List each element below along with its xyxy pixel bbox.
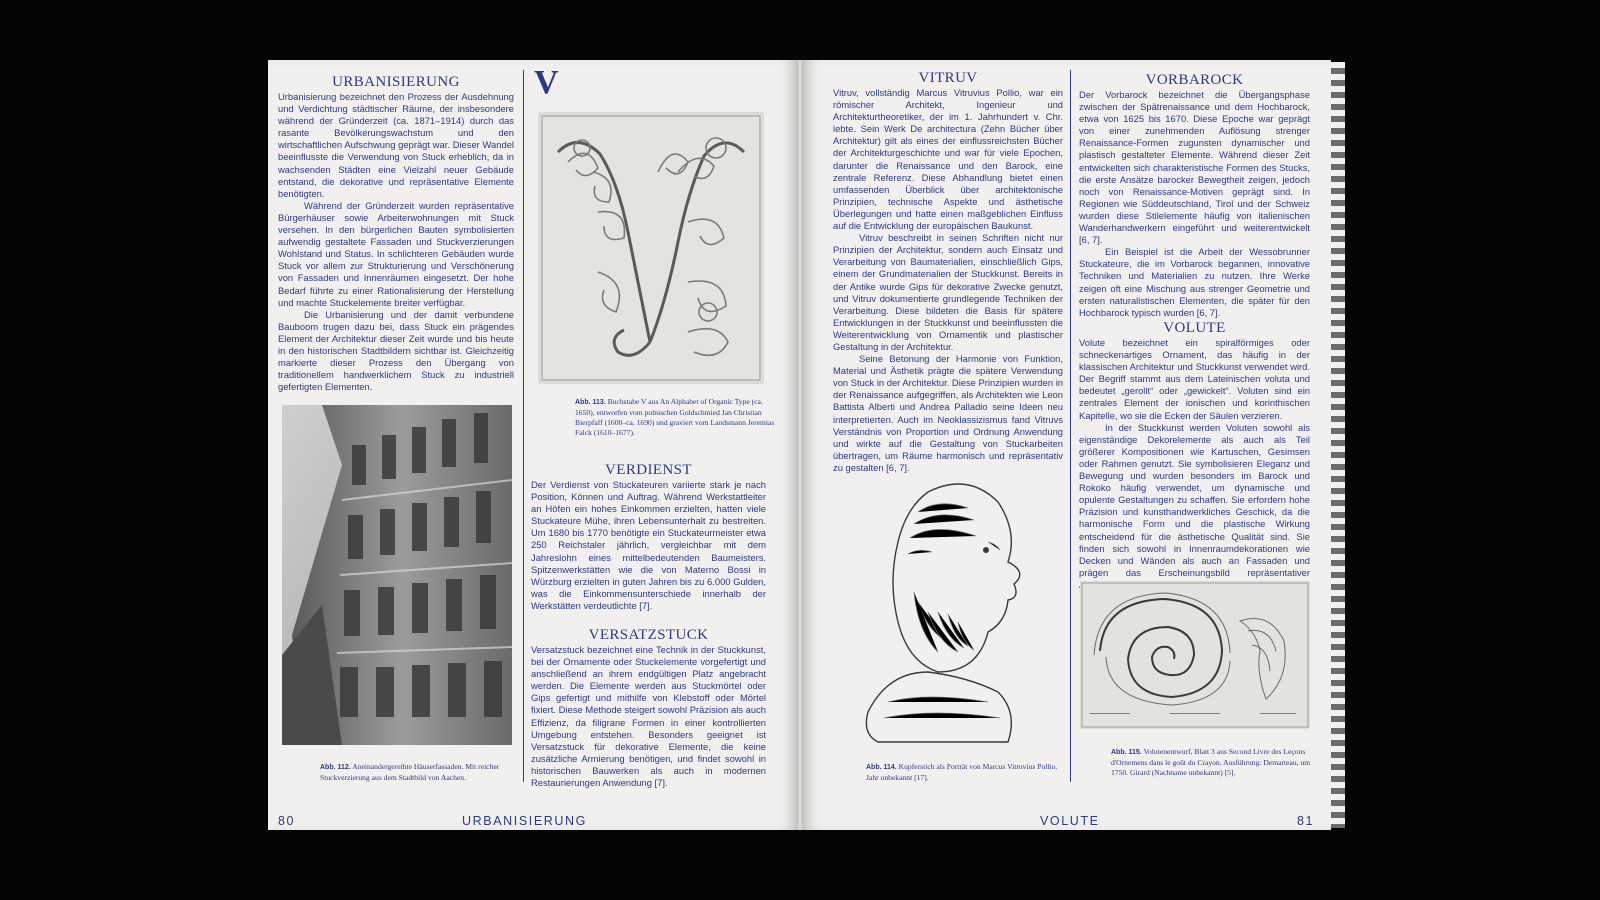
fig115-volute-engraving bbox=[1080, 581, 1310, 729]
right-column-rule bbox=[1070, 70, 1071, 782]
ornamental-letter-v-illustration bbox=[538, 112, 764, 384]
vitruv-heading: VITRUV bbox=[918, 70, 978, 86]
fig114-caption-label: Abb. 114. bbox=[866, 764, 897, 771]
fig113-caption bbox=[575, 397, 775, 438]
fig114-caption bbox=[866, 762, 1058, 783]
book-gutter bbox=[797, 60, 803, 830]
section-letter: V bbox=[534, 64, 559, 101]
vorbarock-paragraph-1: Der Vorbarock bezeichnet die Übergangsphase zwischen der Spätrenaissance und dem Hochbarock, etwa von 1625 bis 1670. Diese Epoche war geprägt von einer zunehmenden Auflösung strenger Renaissance-Formen zugunsten dynamischer und plastisch gestalteter Elemente. Während dieser Zeit entwickelten sich charakteristische Formen des Stucks, die erste Ansätze barocker Bewegtheit zeigen, jedoch noch von Renaissance-Motiven geprägt sind. In Regionen wie Süddeutschland, Tirol und der Schweiz wurden diese Stilelemente häufig von italienischen Wanderhandwerkern eingeführt und weiterentwickelt [6, 7]. bbox=[1079, 89, 1310, 246]
urbanisierung-section bbox=[278, 74, 514, 393]
urbanisierung-paragraph-2: Während der Gründerzeit wurden repräsentative Bürgerhäuser sowie Arbeiterwohnungen mit Stuck versehen. In den bürgerlichen Bauten symbolisierten aufwendig gestaltete Fassaden und Stuckverzierungen Wohlstand und Status. In schlichteren Gebäuden wurde Stuck vor allem zur Strukturierung und Verschönerung von Fassaden und Innenräumen eingesetzt. Der hohe Bedarf führte zu einer Rationalisierung der Herstellung und machte Stuckelemente breiter verfügbar. bbox=[278, 199, 514, 308]
versatzstuck-section bbox=[531, 627, 766, 789]
right-page-number: 81 bbox=[1297, 814, 1315, 828]
urbanisierung-heading: URBANISIERUNG bbox=[332, 74, 460, 90]
fig112-caption-text: Aneinandergereihte Häuserfassaden. Mit reicher Stuckverzierung aus dem Stadtbild von Aachen. bbox=[320, 762, 500, 782]
volute-heading: VOLUTE bbox=[1163, 320, 1226, 336]
volute-paragraph-2: In der Stuckkunst werden Voluten sowohl als eigenständige Dekorelemente als auch als Teil größerer Kompositionen wie Kartuschen, Gesimsen oder Rahmen genutzt. Sie symbolisieren Eleganz und Bewegung und wurden besonders im Barock und Rokoko häufig verwendet, um dynamische und opulente Gestaltungen zu schaffen. Sie erfordern hohe Präzision und kunsthandwerkliches Geschick, da die harmonische Form und die plastische Wirkung entscheidend für die ästhetische Qualität sind. Sie finden sich sowohl in Innenraumdekorationen wie Decken und Wänden als auch an Fassaden und prägen das Erscheinungsbild repräsentativer bbox=[1079, 421, 1310, 578]
vorbarock-section bbox=[1079, 72, 1310, 319]
verdienst-text: Der Verdienst von Stuckateuren variierte stark je nach Position, Können und Auftrag. Während Werkstattleiter an Höfen ein hohes Einkommen erzielten, hatten viele Stuckateure Mühe, ihren Lebensunterhalt zu bestreiten. Um 1680 bis 1770 benötigte ein Stuckateurmeister etwa 250 Reichstaler jährlich, vergleichbar mit dem Jahreslohn eines mittelbedeutenden Baumeisters. Spitzenwerkstätten wie die von Materno Bossi in Würzburg erzielten in guten Jahren bis zu 6.000 Gulden, was die Einkommensunterschiede innerhalb der Werkstätten verdeutlichte [7]. bbox=[531, 479, 766, 611]
left-column-rule bbox=[523, 70, 524, 782]
vitruv-section bbox=[833, 70, 1063, 474]
versatzstuck-heading: VERSATZSTUCK bbox=[588, 627, 709, 643]
urbanisierung-paragraph-1: Urbanisierung bezeichnet den Prozess der Ausdehnung und Verdichtung städtischer Räume, der insbesondere während der Gründerzeit (ca. 1871–1914) durch das rasante Bevölkerungswachstum und den wirtschaftlichen Aufschwung geprägt war. Dieser Wandel beeinflusste die Verwendung von Stuck erheblich, da in wachsenden Städten eine Vielzahl neuer Gebäude entstand, die dekorative und repräsentative Elemente benötigten. bbox=[278, 91, 514, 199]
facade-illustration bbox=[282, 405, 512, 745]
verdienst-section bbox=[531, 462, 766, 612]
left-running-head: URBANISIERUNG bbox=[462, 814, 587, 828]
fig112-caption-label: Abb. 112. bbox=[320, 764, 351, 771]
left-page-number: 80 bbox=[278, 814, 296, 828]
fig113-caption-text: Buchstabe V aus An Alphabet of Organic Type (ca. 1650), entworfen vom polnischen Goldschmied Jan Christian Bierpfaff (1600–ca. 1690) und graviert vom Landsmann Jeremias Falck (1610–1677). bbox=[575, 397, 775, 437]
volute-paragraph-1: Volute bezeichnet ein spiralförmiges oder schneckenartiges Ornament, das häufig in der klassischen Architektur und Stuckkunst verwendet wird. Der Begriff stammt aus dem Lateinischen voluta und bedeutet „gerollt“ oder „gewickelt“. Voluten sind ein zentrales Element der ionischen und korinthischen Kapitelle, wo sie die Ecken der Säulen verzieren. bbox=[1079, 337, 1310, 421]
fig115-caption-text: Volutenentwurf, Blatt 3 aus Second Livre des Leçons d'Ornemens dans le goût du Crayon. Ausführung: Demarteau, um 1750. Girard (Nachname unbekannt) [5]. bbox=[1111, 747, 1311, 777]
fig115-caption-label: Abb. 115. bbox=[1111, 749, 1142, 756]
volute-spiral-illustration bbox=[1080, 581, 1310, 729]
fig114-caption-text: Kupferstich als Porträt von Marcus Vitruvius Pollio. Jahr unbekannt [17]. bbox=[866, 762, 1058, 782]
fig112-facade-photo bbox=[282, 405, 512, 745]
right-running-head: VOLUTE bbox=[1040, 814, 1100, 828]
vitruv-paragraph-1: Vitruv, vollständig Marcus Vitruvius Pollio, war ein römischer Architekt, Ingenieur und Architekturtheoretiker, der im 1. Jahrhundert v. Chr. lebte. Sein Werk De architectura (Zehn Bücher über Architektur) gilt als eines der einflussreichsten Bücher der Architekturgeschichte und war für viele Epochen, darunter die Renaissance und den Barock, eine zentrale Referenz. Diese Abhandlung bietet einen umfassenden Überblick über architektonische Prinzipien, technische Aspekte und ästhetische Überlegungen und hatte einen maßgeblichen Einfluss auf die Entwicklung der europäischen Baukunst. bbox=[833, 87, 1063, 232]
bust-engraving-illustration bbox=[858, 472, 1042, 747]
urbanisierung-paragraph-3: Die Urbanisierung und der damit verbundene Bauboom trugen dazu bei, dass Stuck ein prägendes Element der Architektur dieser Zeit wurde und bis heute in den historischen Stadtbildern sichtbar ist. Gleichzeitig markierte dieser Prozess den Übergang von traditionellem handwerklichem Stuck zu industriell gefertigten Elementen. bbox=[278, 308, 514, 393]
volute-section bbox=[1079, 320, 1310, 591]
verdienst-heading: VERDIENST bbox=[605, 462, 692, 478]
vorbarock-paragraph-2: Ein Beispiel ist die Arbeit der Wessobrunner Stuckateure, die im Vorbarock begannen, innovative Techniken und Materialien zu nutzen. Ihre Werke zeigen oft eine Mischung aus strenger Geometrie und ersten naturalistischen Elementen, die später für den Hochbarock typisch wurden [6, 7]. bbox=[1079, 246, 1310, 318]
versatzstuck-text: Versatzstuck bezeichnet eine Technik in der Stuckkunst, bei der Ornamente oder Stuckelemente vorgefertigt und anschließend an ihrem endgültigen Platz angebracht werden. Die Elemente werden aus Stuckmörtel oder Gips gefertigt und mithilfe von Klebstoff oder Mörtel fixiert. Diese Methode steigert sowohl Präzision als auch Effizienz, da filigrane Formen in einer kontrollierten Umgebung entstehen. Besonders geeignet ist Versatzstuck für dekorative Elemente, die keine zusätzliche Armierung benötigen, und findet sowohl in historischen Bauwerken als auch in modernen Restaurierungen Anwendung [7]. bbox=[531, 644, 766, 789]
fig113-caption-label: Abb. 113. bbox=[575, 399, 606, 406]
fig114-vitruvius-bust bbox=[858, 472, 1042, 747]
fig112-caption bbox=[320, 762, 506, 783]
page-stack-edge bbox=[1331, 62, 1345, 828]
vitruv-paragraph-3: Seine Betonung der Harmonie von Funktion, Material und Ästhetik prägte die spätere Verwendung von Stuck in der Architektur. Diese Prinzipien wurden in der Renaissance aufgegriffen, als Architekten wie Leon Battista Alberti und Andrea Palladio seine Ideen neu interpretierten. Auch im Neoklassizismus fand Vitruvs Verständnis von Proportion und Ordnung Anwendung und wirkte auf die Gestaltung von Stuckarbeiten übertragen, um Räume harmonisch und repräsentativ zu gestalten [6, 7]. bbox=[833, 353, 1063, 473]
vitruv-paragraph-2: Vitruv beschreibt in seinen Schriften nicht nur Prinzipien der Architektur, sondern auch Einsatz und Verarbeitung von Baumaterialien, einschließlich Gips, einem der Grundmaterialien der Stuckkunst. Bereits in der Antike wurde Gips für dekorative Zwecke genutzt, und Vitruv dokumentierte grundlegende Techniken der Verarbeitung. Diese bildeten die Basis für spätere Entwicklungen in der Stuckkunst und beeinflussten die Weiterentwicklung von Ornamentik und plastischer Gestaltung in der Architektur. bbox=[833, 232, 1063, 352]
fig113-ornamental-v bbox=[538, 112, 764, 384]
fig115-caption bbox=[1111, 747, 1311, 778]
vorbarock-heading: VORBAROCK bbox=[1145, 72, 1244, 88]
